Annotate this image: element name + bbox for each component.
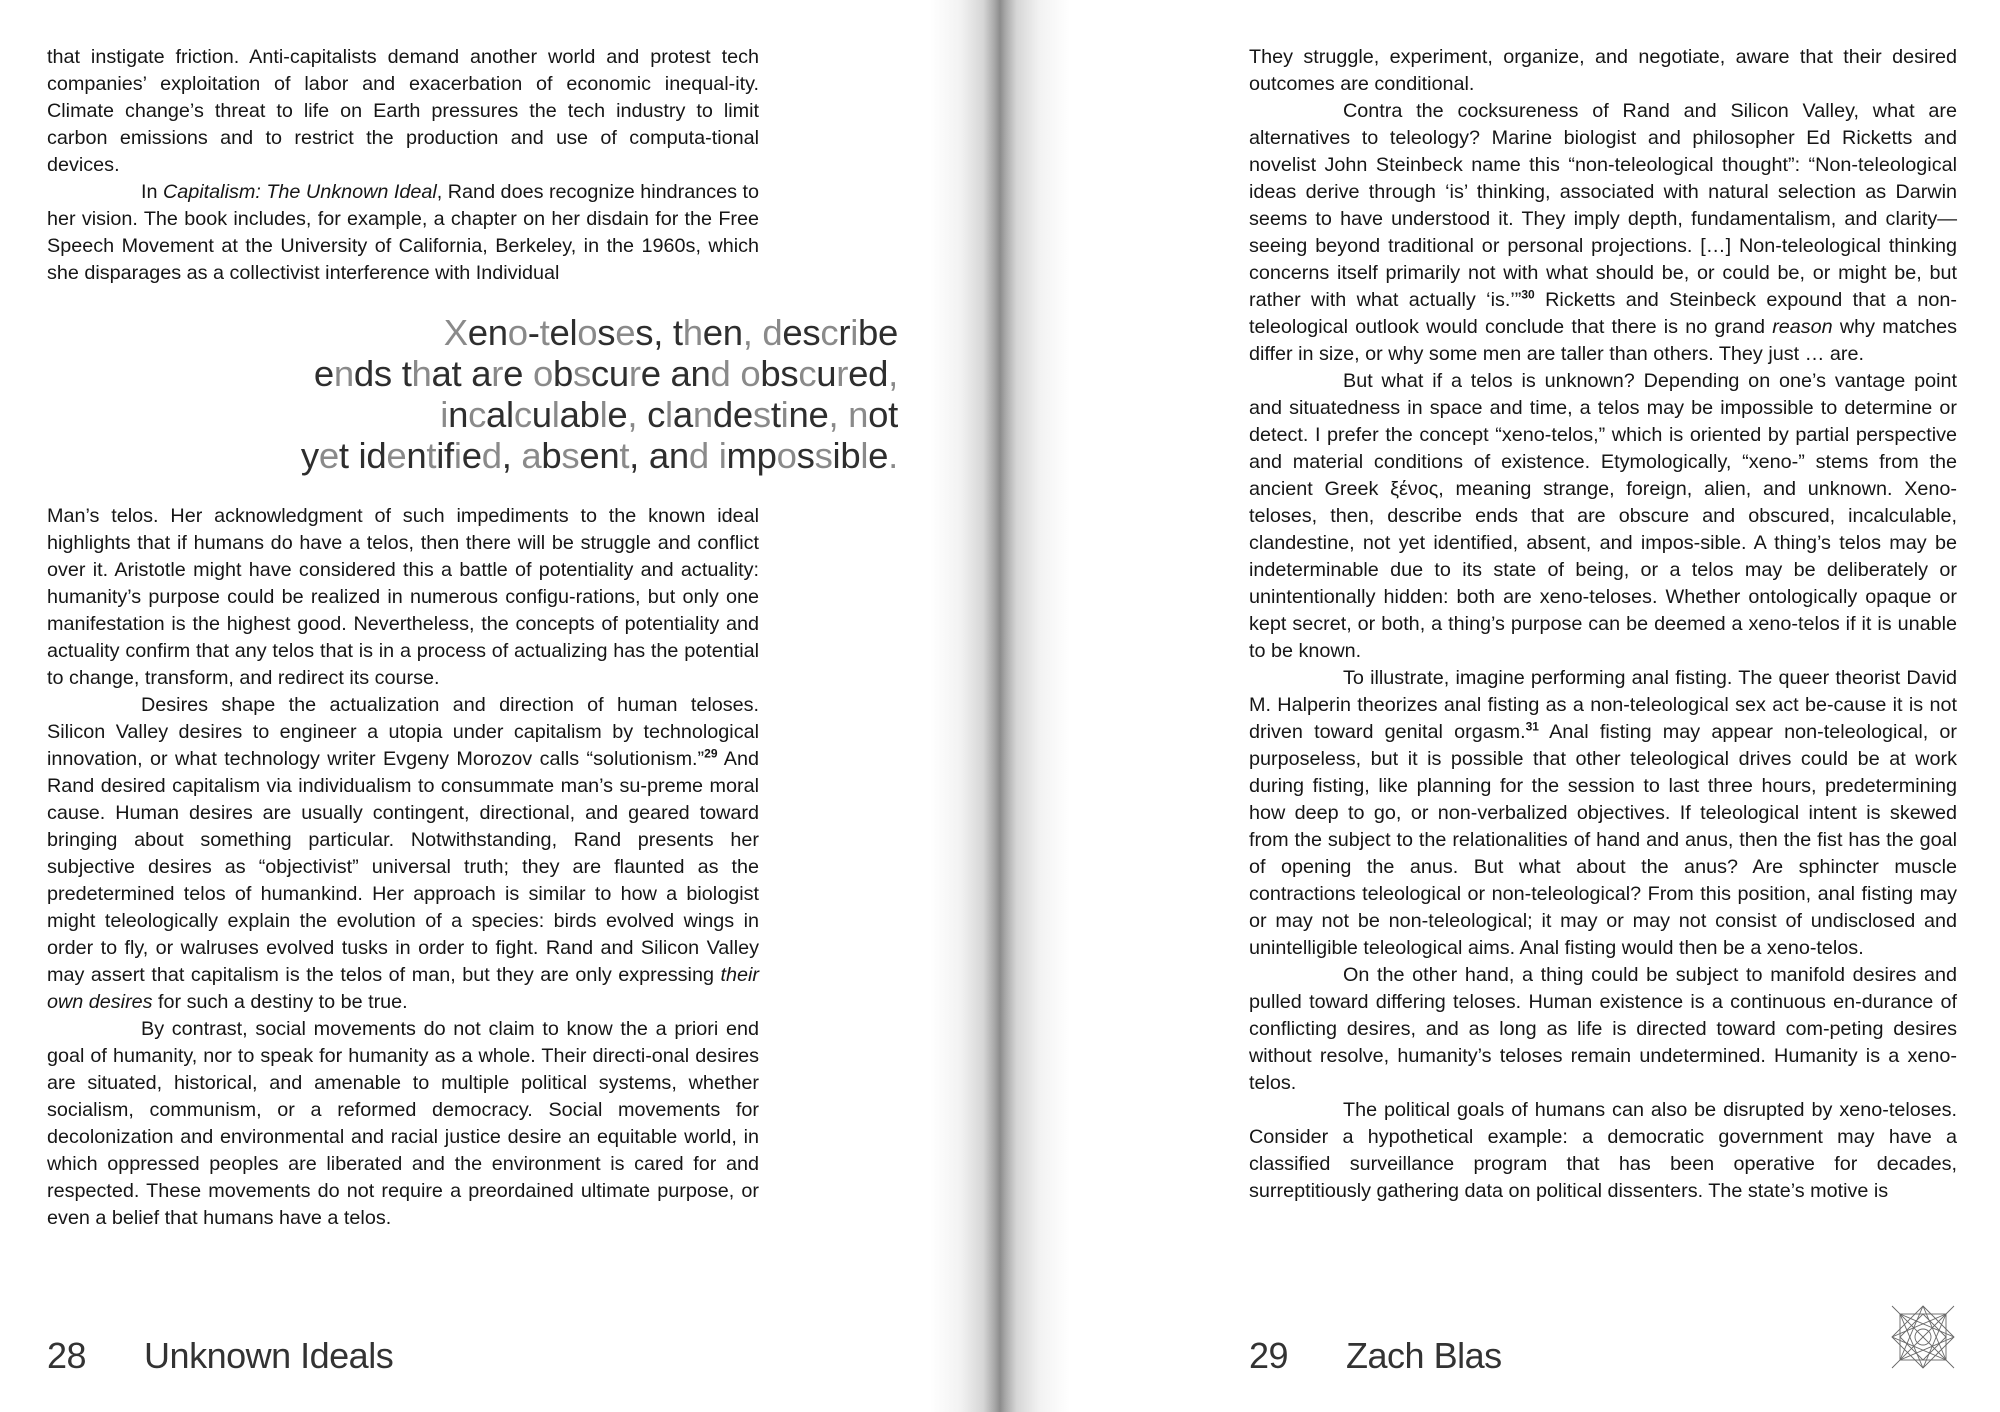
pull-quote [258, 312, 898, 476]
page-number: 29 [1249, 1335, 1289, 1376]
paragraph: To illustrate, imagine performing anal fisting. The queer theorist David M. Halperin theorizes anal fisting as a non-teleological sex act be-cause it is not driven toward genital orgasm.$^{31}$ Anal fisting may appear non-teleological, or purposeless, but it is possible that other teleological drives could be at work during fisting, like planning for the session to last three hours, predetermining how deep to go, or non-verbalized objectives. If teleological intent is skewed from the subject to the relationalities of hand and anus, then the fist has the goal of opening the anus. But what about the anus? Are sphincter muscle contractions teleological or non-teleological? From this position, anal fisting may or may not be non-teleological; it may or may not consist of undisclosed and unintelligible teleological aims. Anal fisting would then be a xeno-telos. [1249, 667, 1958, 959]
paragraph: Contra the cocksureness of Rand and Silicon Valley, what are alternatives to teleology? Marine biologist and philosopher Ed Ricketts and novelist John Steinbeck name this “non-teleological thought”: “Non-teleological ideas derive through ‘is’ thinking, associated with natural selection as Darwin seems to have understood it. They imply depth, fundamentalism, and clarity—seeing beyond traditional or personal projections. […] Non-teleological thinking concerns itself primarily not with what should be, or could be, or might be, but rather with what actually ‘is.’”$^{30}$ Ricketts and Steinbeck expound that a non-teleological outlook would conclude that there is no grand reason why matches differ in size, or why some men are taller than others. They just … are. [1249, 100, 1957, 365]
right-text [1249, 44, 1957, 1205]
paragraph: Man’s telos. Her acknowledgment of such impediments to the known ideal highlights that if humans do have a telos, then there will be struggle and conflict over it. Aristotle might have considered this a battle of potentiality and actuality: humanity’s purpose could be realized in numerous configu-rations, but only one manifestation is the highest good. Nevertheless, the concepts of potentiality and actuality confirm that any telos that is in a process of actualizing has the potential to change, transform, and redirect its course. [47, 505, 759, 689]
running-title: Unknown Ideals [144, 1335, 394, 1376]
paragraph: But what if a telos is unknown? Depending on one’s vantage point and situatedness in space and time, a telos may be impossible to determine or detect. I prefer the concept “xeno-telos,” which is oriented by partial perspective and material conditions of existence. Etymologically, “xeno-” stems from the ancient Greek ξένος, meaning strange, foreign, alien, and unknown. Xeno-teloses, then, describe ends that are obscure and obscured, incalculable, clandestine, not yet identified, absent, and impos-sible. A thing’s telos may be indeterminable due to its state of being, or a telos may be deliberately or unintentionally hidden: both are xeno-teloses. Whether ontologically opaque or kept secret, or both, a thing’s purpose can be deemed a xeno-telos if it is unable to be known. [1249, 370, 1957, 662]
left-top-text [47, 44, 759, 287]
left-bottom-text [47, 503, 759, 1232]
paragraph: The political goals of humans can also be disrupted by xeno-teloses. Consider a hypothetical example: a democratic government may have a classified surveillance program that has been operative for decades, surreptitiously gathering data on political dissenters. The state’s motive is [1249, 1099, 1957, 1202]
paragraph: They struggle, experiment, organize, and negotiate, aware that their desired outcomes are conditional. [1249, 46, 1957, 95]
paragraph: On the other hand, a thing could be subject to manifold desires and pulled toward differing teloses. Human existence is a continuous en-durance of conflicting desires, and as long as life is directed toward com-peting desires without resolve, humanity’s teloses remain undetermined. Humanity is a xeno-telos. [1249, 964, 1957, 1094]
pull-quote-line: ends that are obscure and obscured, [313, 353, 898, 394]
pull-quote-line: Xeno-teloses, then, describe [443, 312, 898, 353]
geometric-star-logo-icon [1890, 1304, 1956, 1370]
running-title: Zach Blas [1346, 1335, 1502, 1376]
paragraph: In Capitalism: The Unknown Ideal, Rand does recognize hindrances to her vision. The book includes, for example, a chapter on her disdain for the Free Speech Movement at the University of California, Berkeley, in the 1960s, which she disparages as a collectivist interference with Individual [47, 181, 759, 284]
left-footer [47, 1335, 393, 1377]
paragraph: By contrast, social movements do not claim to know the a priori end goal of humanity, nor to speak for humanity as a whole. Their directi-onal desires are situated, historical, and amenable to multiple political systems, whether socialism, communism, or a reformed democracy. Social movements for decolonization and environmental and racial justice desire an equitable world, in which oppressed peoples are liberated and the environment is cared for and respected. These movements do not require a preordained ultimate purpose, or even a belief that humans have a telos. [47, 1018, 759, 1229]
paragraph: that instigate friction. Anti-capitalists demand another world and protest tech companies’ exploitation of labor and exacerbation of economic inequal-ity. Climate change’s threat to life on Earth pressures the tech industry to limit carbon emissions and to restrict the production and use of computa-tional devices. [47, 46, 759, 176]
right-page [1000, 0, 2000, 1412]
pull-quote-line: incalculable, clandestine, not [440, 394, 898, 435]
book-gutter-shadow [930, 0, 1070, 1412]
right-footer [1249, 1335, 1502, 1377]
page-number: 28 [47, 1335, 87, 1376]
pull-quote-line: yet identified, absent, and impossible. [300, 435, 898, 476]
paragraph: Desires shape the actualization and direction of human teloses. Silicon Valley desires to engineer a utopia under capitalism by technological innovation, or what technology writer Evgeny Morozov calls “solutionism.”$^{29}$ And Rand desired capitalism via individualism to consummate man’s su-preme moral cause. Human desires are usually contingent, directional, and geared toward bringing about something particular. Notwithstanding, Rand presents her subjective desires as “objectivist” universal truth; they are flaunted as the predetermined telos of humankind. Her approach is similar to how a biologist might teleologically explain the evolution of a species: birds evolved wings in order to fly, or walruses evolved tusks in order to fight. Rand and Silicon Valley may assert that capitalism is the telos of man, but they are only expressing their own desires for such a destiny to be true. [47, 694, 759, 1013]
